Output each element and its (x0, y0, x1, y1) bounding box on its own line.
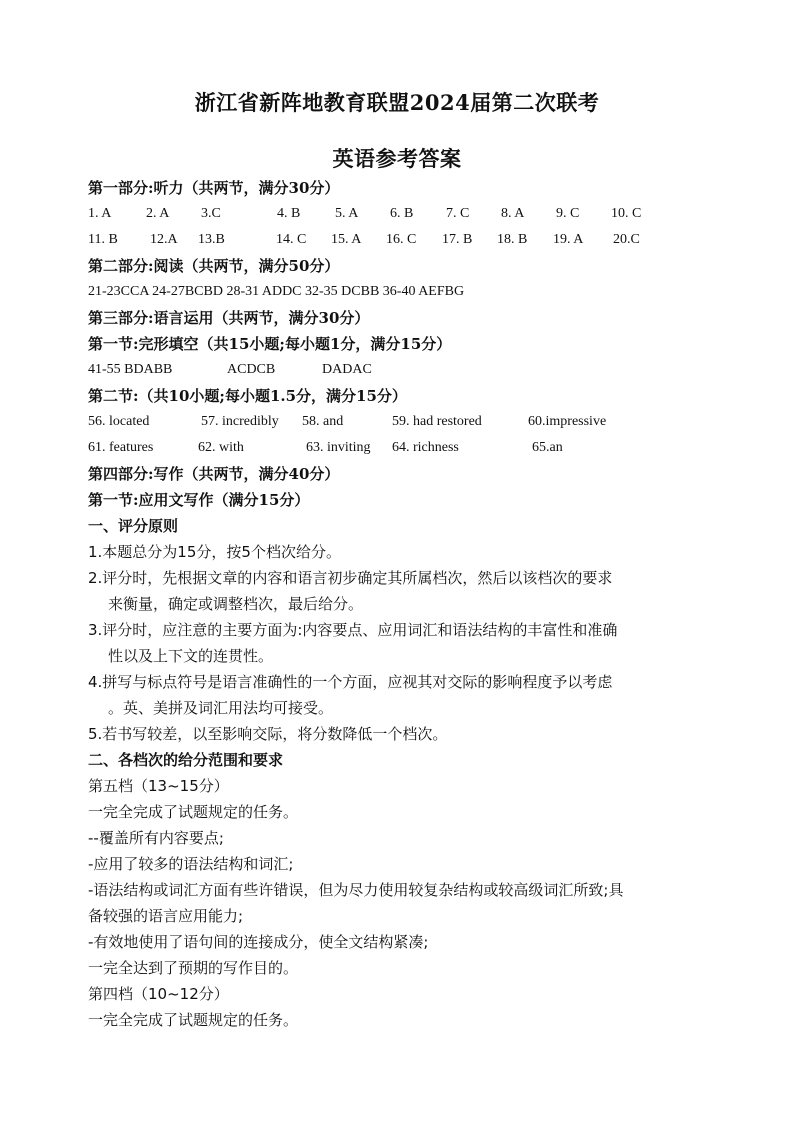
answer-cell: 16. C (386, 232, 417, 247)
cloze-group: ACDCB (227, 362, 276, 377)
answer-cell: 2. A (146, 206, 170, 221)
answer-cell: 57. incredibly (201, 414, 279, 429)
grade-5-item: -语法结构或词汇方面有些许错误，但为尽力使用较复杂结构或较高级词汇所致;具 (88, 881, 624, 899)
principle-3-line1: 3.评分时，应注意的主要方面为:内容要点、应用词汇和语法结构的丰富性和准确 (88, 621, 618, 639)
answer-cell: 12.A (150, 232, 178, 247)
grade-5-item: 一完全达到了预期的写作目的。 (88, 959, 299, 977)
part4-heading: 第四部分:写作（共两节，满分40分） (88, 465, 340, 483)
document-title: 浙江省新阵地教育联盟2024届第二次联考 (194, 90, 600, 115)
answer-cell: 1. A (88, 206, 112, 221)
answer-cell: 62. with (198, 440, 244, 455)
part1-heading: 第一部分:听力（共两节，满分30分） (88, 179, 340, 197)
principle-5: 5.若书写较差，以至影响交际，将分数降低一个档次。 (88, 725, 448, 743)
grade-5-item: --覆盖所有内容要点; (88, 829, 224, 847)
answer-cell: 56. located (88, 414, 150, 429)
grade-5-item: 一完全完成了试题规定的任务。 (88, 803, 299, 821)
answer-cell: 18. B (497, 232, 528, 247)
answer-cell: 3.C (201, 206, 221, 221)
answer-cell: 4. B (277, 206, 301, 221)
answer-cell: 11. B (88, 232, 118, 247)
answer-cell: 9. C (556, 206, 580, 221)
answer-cell: 5. A (335, 206, 359, 221)
grade-5-heading: 第五档（13~15分） (88, 777, 229, 795)
answer-cell: 14. C (276, 232, 307, 247)
grade-4-item: 一完全完成了试题规定的任务。 (88, 1011, 299, 1029)
answer-cell: 59. had restored (392, 414, 482, 429)
answer-cell: 19. A (553, 232, 584, 247)
answer-cell: 7. C (446, 206, 470, 221)
principle-2-line2: 来衡量，确定或调整档次，最后给分。 (108, 595, 364, 613)
answer-cell: 17. B (442, 232, 473, 247)
part2-heading: 第二部分:阅读（共两节，满分50分） (88, 257, 340, 275)
answer-cell: 15. A (331, 232, 362, 247)
part3-heading: 第三部分:语言运用（共两节，满分30分） (88, 309, 370, 327)
answer-cell: 65.an (532, 440, 563, 455)
principle-1: 1.本题总分为15分，按5个档次给分。 (88, 543, 341, 561)
cloze-section-heading: 第一节:完形填空（共15小题;每小题1分，满分15分） (88, 335, 452, 353)
grammar-section-heading: 第二节:（共10小题;每小题1.5分，满分15分） (88, 387, 407, 405)
principle-2-line1: 2.评分时，先根据文章的内容和语言初步确定其所属档次，然后以该档次的要求 (88, 569, 613, 587)
answer-cell: 8. A (501, 206, 525, 221)
principle-4-line2: 。英、美拼及词汇用法均可接受。 (108, 699, 334, 717)
grade-5-item-continued: 备较强的语言应用能力; (88, 907, 244, 925)
ranges-heading: 二、各档次的给分范围和要求 (88, 751, 284, 769)
answer-cell: 63. inviting (306, 440, 371, 455)
answer-cell: 13.B (198, 232, 225, 247)
answer-cell: 64. richness (392, 440, 459, 455)
answer-cell: 58. and (302, 414, 344, 429)
answer-cell: 20.C (613, 232, 640, 247)
answer-cell: 10. C (611, 206, 642, 221)
grade-4-heading: 第四档（10~12分） (88, 985, 229, 1003)
answer-cell: 60.impressive (528, 414, 607, 429)
cloze-group: 41-55 BDABB (88, 362, 173, 377)
writing-section-heading: 第一节:应用文写作（满分15分） (88, 491, 310, 509)
cloze-group: DADAC (322, 362, 372, 377)
document-subtitle: 英语参考答案 (332, 146, 462, 171)
grade-5-item: -有效地使用了语句间的连接成分，使全文结构紧凑; (88, 933, 429, 951)
answer-cell: 61. features (88, 440, 154, 455)
principle-3-line2: 性以及上下文的连贯性。 (108, 647, 274, 665)
grade-5-item: -应用了较多的语法结构和词汇; (88, 855, 294, 873)
answer-cell: 6. B (390, 206, 414, 221)
principles-heading: 一、评分原则 (88, 517, 179, 535)
reading-answers: 21-23CCA 24-27BCBD 28-31 ADDC 32-35 DCBB 36-40 AEFBG (88, 284, 465, 299)
principle-4-line1: 4.拼写与标点符号是语言准确性的一个方面，应视其对交际的影响程度予以考虑 (88, 673, 613, 691)
